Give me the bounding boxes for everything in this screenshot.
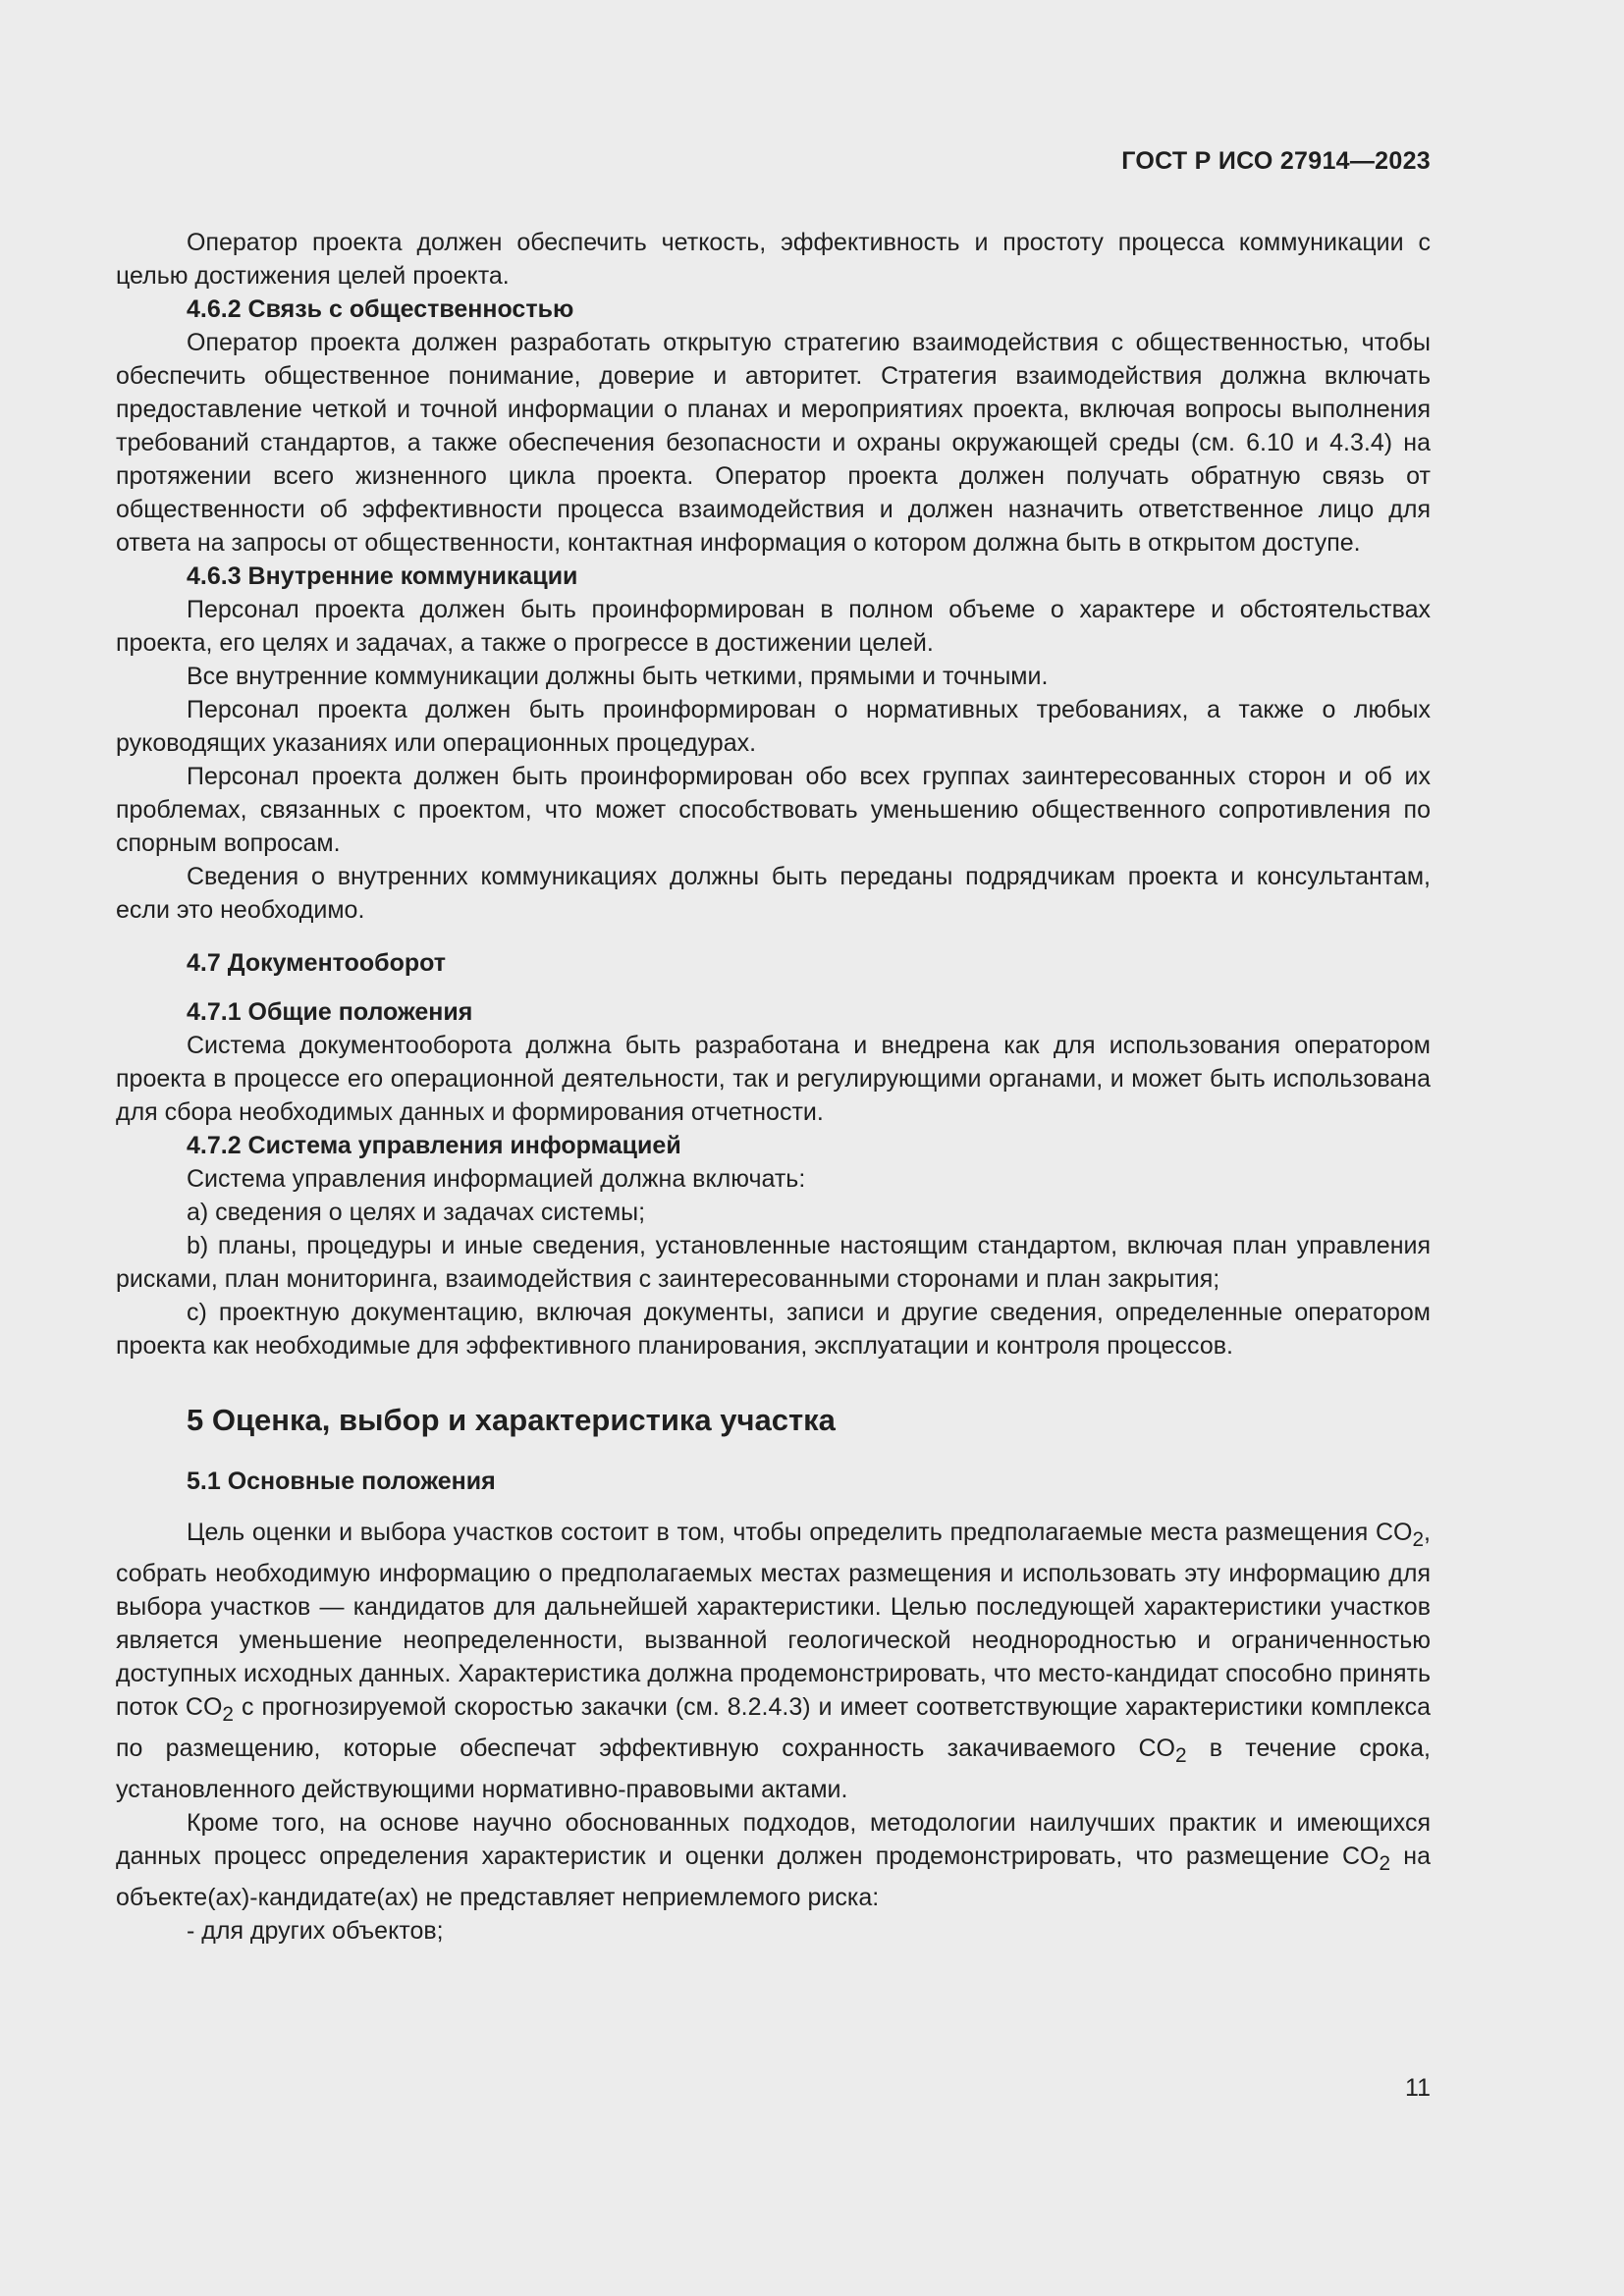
section-heading-4-7-2: 4.7.2 Система управления информацией (187, 1132, 681, 1159)
text-run: на объекте(ах)-кандидате(ах) не представляет неприемлемого риска: (116, 1842, 1431, 1911)
list-item-c: c) проектную документацию, включая документы, записи и другие сведения, определенные оператором проекта как необходимые для эффективного планирования, эксплуатации и контроля процессов. (116, 1299, 1431, 1360)
section-heading-4-7-1: 4.7.1 Общие положения (187, 998, 473, 1026)
paragraph: Система документооборота должна быть разработана и внедрена как для использования оператором проекта в процессе его операционной деятельности, так и регулирующими органами, и может быть использована для сбора необходимых данных и формирования отчетности. (116, 1032, 1431, 1126)
text-run: в течение срока, установленного действующими нормативно-правовыми актами. (116, 1735, 1431, 1803)
page-number: 11 (1405, 2074, 1431, 2102)
section-heading-4-6-2: 4.6.2 Связь с общественностью (187, 295, 574, 323)
paragraph: Система управления информацией должна включать: (187, 1165, 806, 1193)
paragraph: Оператор проекта должен обеспечить четкость, эффективность и простоту процесса коммуникации с целью достижения целей проекта. (116, 229, 1431, 290)
subscript: 2 (1174, 1744, 1187, 1767)
subscript: 2 (222, 1703, 234, 1726)
document-header: ГОСТ Р ИСО 27914—2023 (1121, 147, 1431, 175)
section-heading-5-1: 5.1 Основные положения (187, 1468, 496, 1495)
subscript: 2 (1379, 1852, 1391, 1875)
paragraph: Персонал проекта должен быть проинформирован в полном объеме о характере и обстоятельствах проекта, его целях и задачах, а также о прогрессе в достижении целей. (116, 596, 1431, 657)
section-heading-5: 5 Оценка, выбор и характеристика участка (187, 1403, 836, 1437)
text-run: Кроме того, на основе научно обоснованных подходов, методологии наилучших практик и имеющихся данных процесс определения характеристик и оценки должен продемонстрировать, что размещение CO (116, 1809, 1431, 1870)
paragraph: Сведения о внутренних коммуникациях должны быть переданы подрядчикам проекта и консультантам, если это необходимо. (116, 863, 1431, 924)
paragraph: Персонал проекта должен быть проинформирован о нормативных требованиях, а также о любых руководящих указаниях или операционных процедурах. (116, 696, 1431, 757)
list-item-a: a) сведения о целях и задачах системы; (187, 1199, 646, 1226)
dash-list-item: - для других объектов; (187, 1917, 444, 1945)
text-run: Цель оценки и выбора участков состоит в том, чтобы определить предполагаемые места размещения CO (187, 1519, 1413, 1546)
text-run: с прогнозируемой скоростью закачки (см. 8.2.4.3) и имеет соответствующие характеристики комплекса по размещению, которые обеспечат эффективную сохранность закачиваемого CO (116, 1693, 1431, 1762)
section-heading-4-7: 4.7 Документооборот (187, 949, 447, 977)
list-item-b: b) планы, процедуры и иные сведения, установленные настоящим стандартом, включая план управления рисками, план мониторинга, взаимодействия с заинтересованными сторонами и план закрытия; (116, 1232, 1431, 1293)
paragraph: Оператор проекта должен разработать открытую стратегию взаимодействия с общественностью, чтобы обеспечить общественное понимание, доверие и авторитет. Стратегия взаимодействия должна включать предоставление четкой и точной информации о планах и мероприятиях проекта, включая вопросы выполнения требований стандартов, а также обеспечения безопасности и охраны окружающей среды (см. 6.10 и 4.3.4) на протяжении всего жизненного цикла проекта. Оператор проекта должен получать обратную связь от общественности об эффективности процесса взаимодействия и должен назначить ответственное лицо для ответа на запросы от общественности, контактная информация о котором должна быть в открытом доступе. (116, 329, 1431, 557)
subscript: 2 (1412, 1528, 1425, 1551)
paragraph (116, 1806, 1431, 1914)
paragraph: Все внутренние коммуникации должны быть четкими, прямыми и точными. (187, 663, 1049, 690)
paragraph (116, 1516, 1431, 1806)
paragraph: Персонал проекта должен быть проинформирован обо всех группах заинтересованных сторон и об их проблемах, связанных с проектом, что может способствовать уменьшению общественного сопротивления по спорным вопросам. (116, 763, 1431, 857)
page-content (116, 226, 1431, 1948)
text-run: , собрать необходимую информацию о предполагаемых местах размещения и использовать эту информацию для выбора участков — кандидатов для дальнейшей характеристики. Целью последующей характеристики участков является уменьшение неопределенности, вызванной геологической неоднородностью и ограниченностью доступных исходных данных. Характеристика должна продемонстрировать, что место-кандидат способно принять поток CO (116, 1519, 1431, 1721)
section-heading-4-6-3: 4.6.3 Внутренние коммуникации (187, 562, 578, 590)
